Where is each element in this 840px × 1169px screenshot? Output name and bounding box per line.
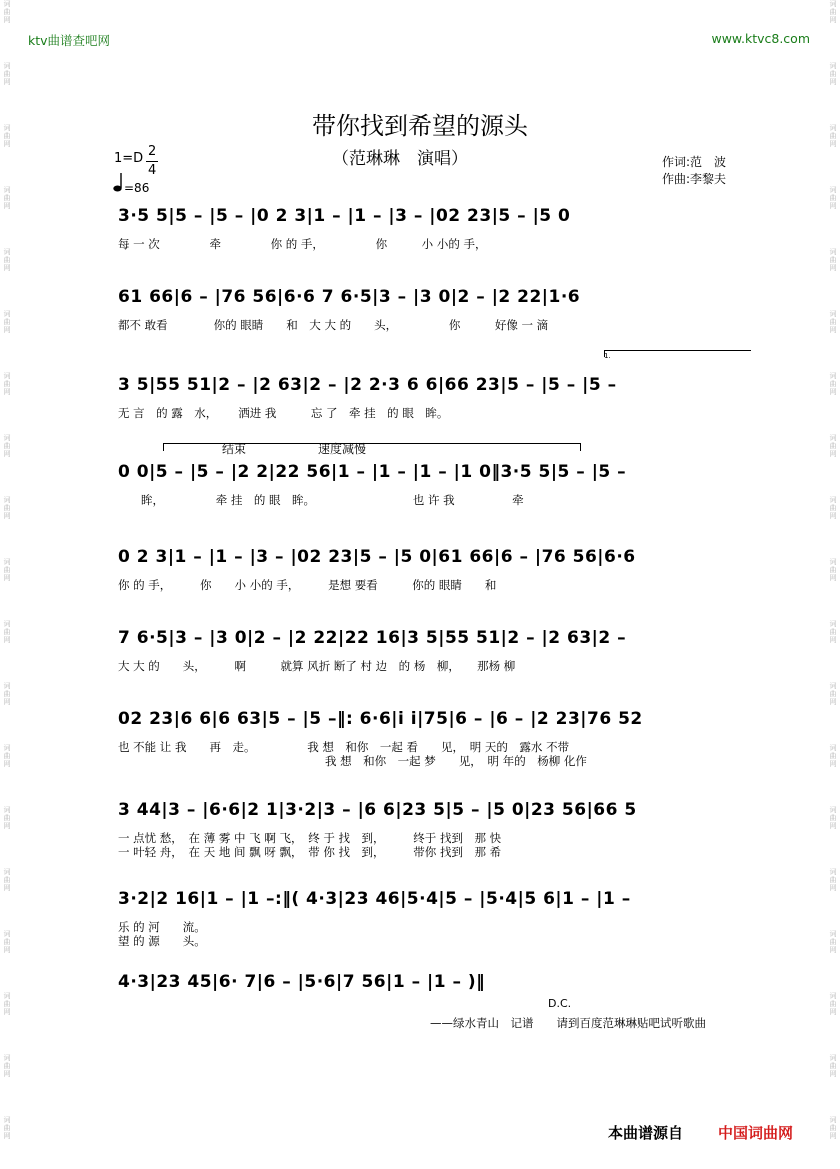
lyric-line: 都不 敢看 你的 眼睛 和 大 大 的 头， 你 好像 一 滴 xyxy=(118,318,549,332)
slowdown-annotation: 速度减慢 xyxy=(318,442,367,456)
watermark-text: 词 曲 网 xyxy=(829,558,837,582)
ending-bracket xyxy=(163,443,581,451)
watermark-text: 词 曲 网 xyxy=(3,310,11,334)
watermark-text: 词 曲 网 xyxy=(829,744,837,768)
notation-row: 7 6·5|3 – |3 0|2 – |2 22|22 16|3 5|55 51|2 – |2 63|2 – xyxy=(118,628,627,648)
watermark-text: 词 曲 网 xyxy=(3,1054,11,1078)
watermark-text: 词 曲 网 xyxy=(829,434,837,458)
notation-row: 3 44|3 – |6·6|2 1|3·2|3 – |6 6|23 5|5 – |5 0|23 56|66 5 xyxy=(118,800,637,820)
lyric-line: 望 的 源 头。 xyxy=(118,934,206,948)
watermark-text: 词 曲 网 xyxy=(3,806,11,830)
watermark-text: 词 曲 网 xyxy=(3,744,11,768)
watermark-text: 词 曲 网 xyxy=(829,868,837,892)
right-watermark-column xyxy=(826,0,840,1169)
site-url-right[interactable]: www.ktvc8.com xyxy=(711,31,810,46)
lyric-line: 你 的 手， 你 小 小的 手， 是想 要看 你的 眼睛 和 xyxy=(118,578,497,592)
lyric-line: 眸， 牵 挂 的 眼 眸。 也 许 我 牵 xyxy=(118,493,524,507)
lyric-line: 无 言 的 露 水， 洒进 我 忘 了 牵 挂 的 眼 眸。 xyxy=(118,406,449,420)
lyric-line: 大 大 的 头， 啊 就算 风折 断了 村 边 的 杨 柳， 那杨 柳 xyxy=(118,659,516,673)
ending-annotation: 结束 xyxy=(222,442,247,456)
watermark-text: 词 曲 网 xyxy=(3,372,11,396)
tempo-marking: =86 xyxy=(124,181,150,195)
watermark-text: 词 曲 网 xyxy=(829,992,837,1016)
transcriber-credit: ——绿水青山 记谱 请到百度范琳琳贴吧试听歌曲 xyxy=(430,1016,706,1030)
source-label: 本曲谱源自 xyxy=(608,1124,684,1142)
watermark-text: 词 曲 网 xyxy=(829,248,837,272)
watermark-text: 词 曲 网 xyxy=(829,620,837,644)
watermark-text: 词 曲 网 xyxy=(3,62,11,86)
lyric-line: 也 不能 让 我 再 走。 我 想 和你 一起 看 见， 明 天的 露水 不带 xyxy=(118,740,570,754)
notation-row: 02 23|6 6|6 63|5 – |5 –‖: 6·6|i i|75|6 – |6 – |2 23|76 52 xyxy=(118,709,643,729)
watermark-text: 词 曲 网 xyxy=(3,1116,11,1140)
composer-credit: 作曲:李黎夫 xyxy=(662,172,727,186)
lyric-line: 乐 的 河 流。 xyxy=(118,920,206,934)
watermark-text: 词 曲 网 xyxy=(829,1116,837,1140)
quarter-note-icon xyxy=(112,171,124,193)
watermark-text: 词 曲 网 xyxy=(3,558,11,582)
watermark-text: 词 曲 网 xyxy=(3,434,11,458)
watermark-text: 词 曲 网 xyxy=(3,496,11,520)
notation-row: 3·2|2 16|1 – |1 –:‖( 4·3|23 46|5·4|5 – |5·4|5 6|1 – |1 – xyxy=(118,889,631,909)
lyricist-credit: 作词:范 波 xyxy=(662,155,727,169)
watermark-text: 词 曲 网 xyxy=(829,496,837,520)
song-title: 带你找到希望的源头 xyxy=(312,112,528,140)
watermark-text: 词 曲 网 xyxy=(829,0,837,24)
key-signature: 1=D xyxy=(114,151,144,166)
time-signature-line xyxy=(146,161,158,162)
watermark-text: 词 曲 网 xyxy=(3,248,11,272)
source-site-name[interactable]: 中国词曲网 xyxy=(718,1124,794,1142)
site-name-left[interactable]: ktv曲谱查吧网 xyxy=(28,33,111,48)
notation-row: 61 66|6 – |76 56|6·6 7 6·5|3 – |3 0|2 – |2 22|1·6 xyxy=(118,287,581,307)
time-signature-top: 2 xyxy=(148,144,157,159)
watermark-text: 词 曲 网 xyxy=(3,868,11,892)
volta-number: 1. xyxy=(604,352,611,360)
lyric-line: 我 想 和你 一起 梦 见， 明 年的 杨柳 化作 xyxy=(118,754,587,768)
watermark-text: 词 曲 网 xyxy=(829,310,837,334)
watermark-text: 词 曲 网 xyxy=(3,682,11,706)
watermark-text: 词 曲 网 xyxy=(829,186,837,210)
watermark-text: 词 曲 网 xyxy=(829,372,837,396)
notation-row: 3 5|55 51|2 – |2 63|2 – |2 2·3 6 6|66 23|5 – |5 – |5 – xyxy=(118,375,617,395)
notation-row: 0 2 3|1 – |1 – |3 – |02 23|5 – |5 0|61 66|6 – |76 56|6·6 xyxy=(118,547,636,567)
singer-credit: （范琳琳 演唱） xyxy=(332,149,468,169)
lyric-line: 一 点忧 愁， 在 薄 雾 中 飞 啊 飞， 终 于 找 到， 终于 找到 那 快 xyxy=(118,831,502,845)
volta-bracket xyxy=(604,350,751,357)
left-watermark-column xyxy=(0,0,14,1169)
watermark-text: 词 曲 网 xyxy=(829,1054,837,1078)
lyric-line: 每 一 次 牵 你 的 手， 你 小 小的 手， xyxy=(118,237,487,251)
watermark-text: 词 曲 网 xyxy=(829,124,837,148)
watermark-text: 词 曲 网 xyxy=(3,186,11,210)
watermark-text: 词 曲 网 xyxy=(829,62,837,86)
watermark-text: 词 曲 网 xyxy=(3,0,11,24)
watermark-text: 词 曲 网 xyxy=(3,930,11,954)
time-signature-bottom: 4 xyxy=(148,163,157,178)
dc-marking: D.C. xyxy=(548,997,572,1010)
notation-row: 3·5 5|5 – |5 – |0 2 3|1 – |1 – |3 – |02 23|5 – |5 0 xyxy=(118,206,571,226)
watermark-text: 词 曲 网 xyxy=(3,620,11,644)
watermark-text: 词 曲 网 xyxy=(829,806,837,830)
lyric-line: 一 叶轻 舟， 在 天 地 间 飘 呀 飘， 带 你 找 到， 带你 找到 那 希 xyxy=(118,845,502,859)
watermark-text: 词 曲 网 xyxy=(3,124,11,148)
notation-row: 4·3|23 45|6· 7|6 – |5·6|7 56|1 – |1 – )‖ xyxy=(118,972,486,992)
watermark-text: 词 曲 网 xyxy=(829,682,837,706)
watermark-text: 词 曲 网 xyxy=(829,930,837,954)
watermark-text: 词 曲 网 xyxy=(3,992,11,1016)
notation-row: 0 0|5 – |5 – |2 2|22 56|1 – |1 – |1 – |1 0‖3·5 5|5 – |5 – xyxy=(118,462,627,482)
